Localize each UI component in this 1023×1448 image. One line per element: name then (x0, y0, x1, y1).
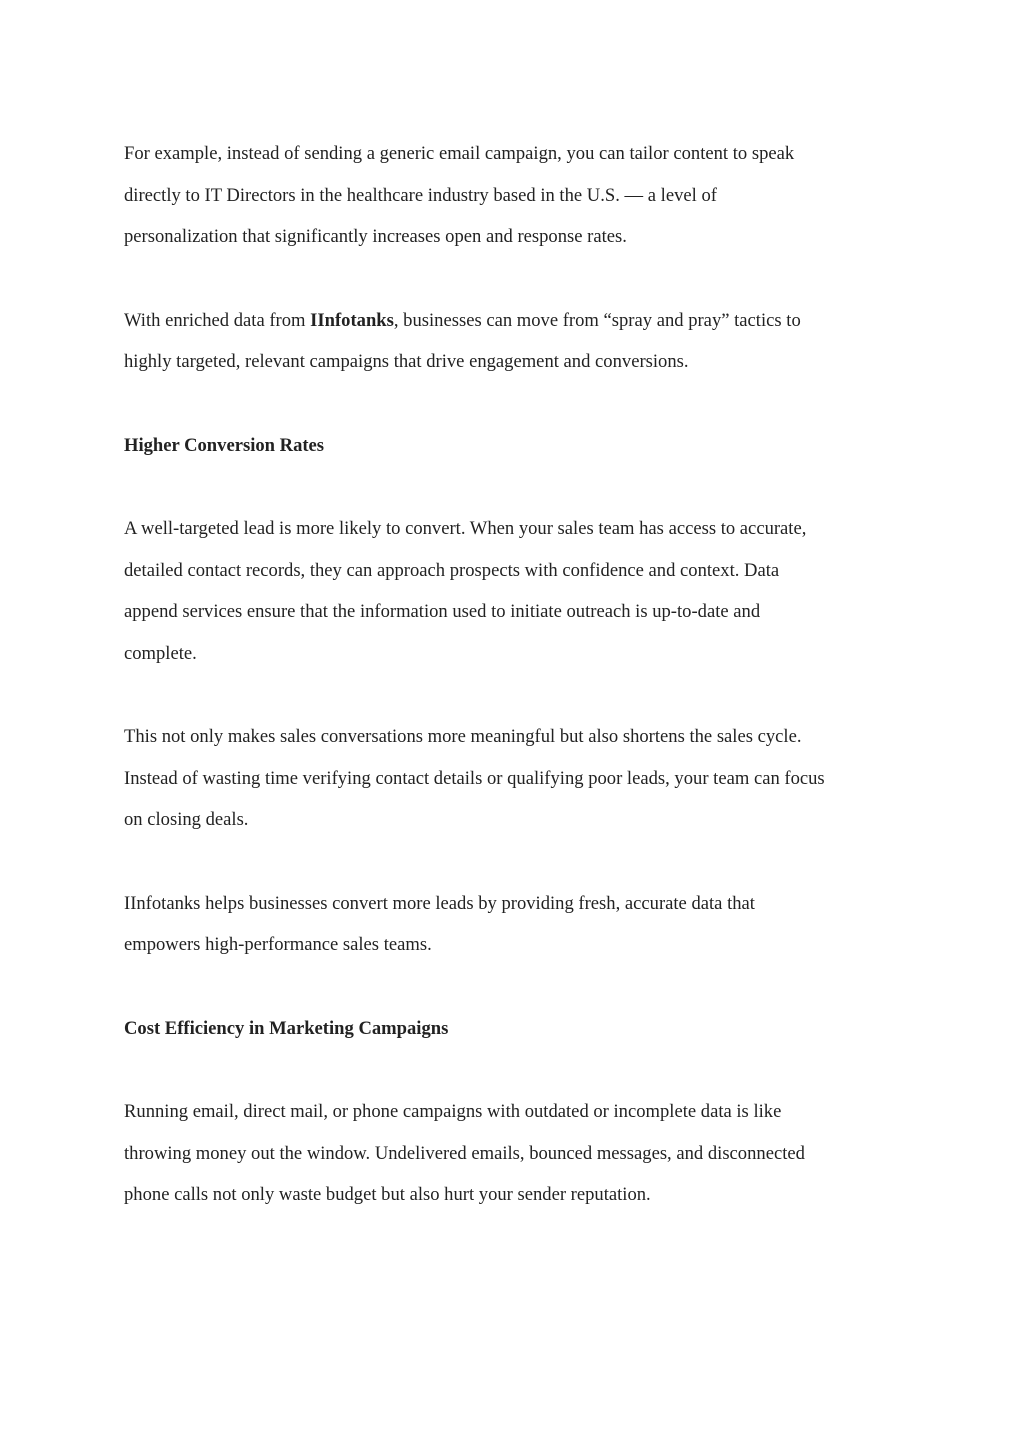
text-line: detailed contact records, they can approach prospects with confidence and context. Data (124, 559, 780, 581)
text-line: Running email, direct mail, or phone campaigns with outdated or incomplete data is like (124, 1101, 782, 1122)
paragraph-sales-cycle (124, 716, 914, 841)
text-segment: With enriched data from (124, 309, 311, 331)
section-heading-cost-efficiency: Cost Efficiency in Marketing Campaigns (124, 1017, 449, 1039)
text-line: A well-targeted lead is more likely to convert. When your sales team has access to accurate, (124, 518, 807, 539)
text-line: IInfotanks helps businesses convert more leads by providing fresh, accurate data that (124, 892, 755, 914)
document-body (124, 133, 914, 1258)
text-line: personalization that significantly increases open and response rates. (124, 226, 627, 247)
text-line: phone calls not only waste budget but also hurt your sender reputation. (124, 1184, 651, 1205)
text-line (124, 300, 914, 342)
text-line: complete. (124, 642, 197, 664)
text-line: empowers high-performance sales teams. (124, 934, 432, 955)
section-heading-higher-conversion-rates: Higher Conversion Rates (124, 434, 325, 456)
text-line: highly targeted, relevant campaigns that drive engagement and conversions. (124, 351, 689, 372)
text-segment: , businesses can move from “spray and pray” tactics to (393, 309, 801, 331)
text-line: Instead of wasting time verifying contact details or qualifying poor leads, your team can focus (124, 767, 825, 789)
brand-name: IInfotanks (310, 309, 394, 331)
text-line: throwing money out the window. Undelivered emails, bounced messages, and disconnected (124, 1142, 805, 1164)
paragraph-enriched-data (124, 300, 914, 383)
text-line: append services ensure that the information used to initiate outreach is up-to-date and (124, 601, 761, 622)
text-line: For example, instead of sending a generic email campaign, you can tailor content to speak (124, 143, 795, 164)
text-line: This not only makes sales conversations more meaningful but also shortens the sales cycle. (124, 726, 802, 747)
paragraph-well-targeted-lead (124, 508, 914, 674)
paragraph-iinfotanks-convert (124, 883, 914, 966)
paragraph-personalization-example (124, 133, 914, 258)
text-line: on closing deals. (124, 809, 249, 830)
paragraph-outdated-data (124, 1091, 914, 1216)
text-line: directly to IT Directors in the healthcare industry based in the U.S. — a level of (124, 184, 717, 206)
